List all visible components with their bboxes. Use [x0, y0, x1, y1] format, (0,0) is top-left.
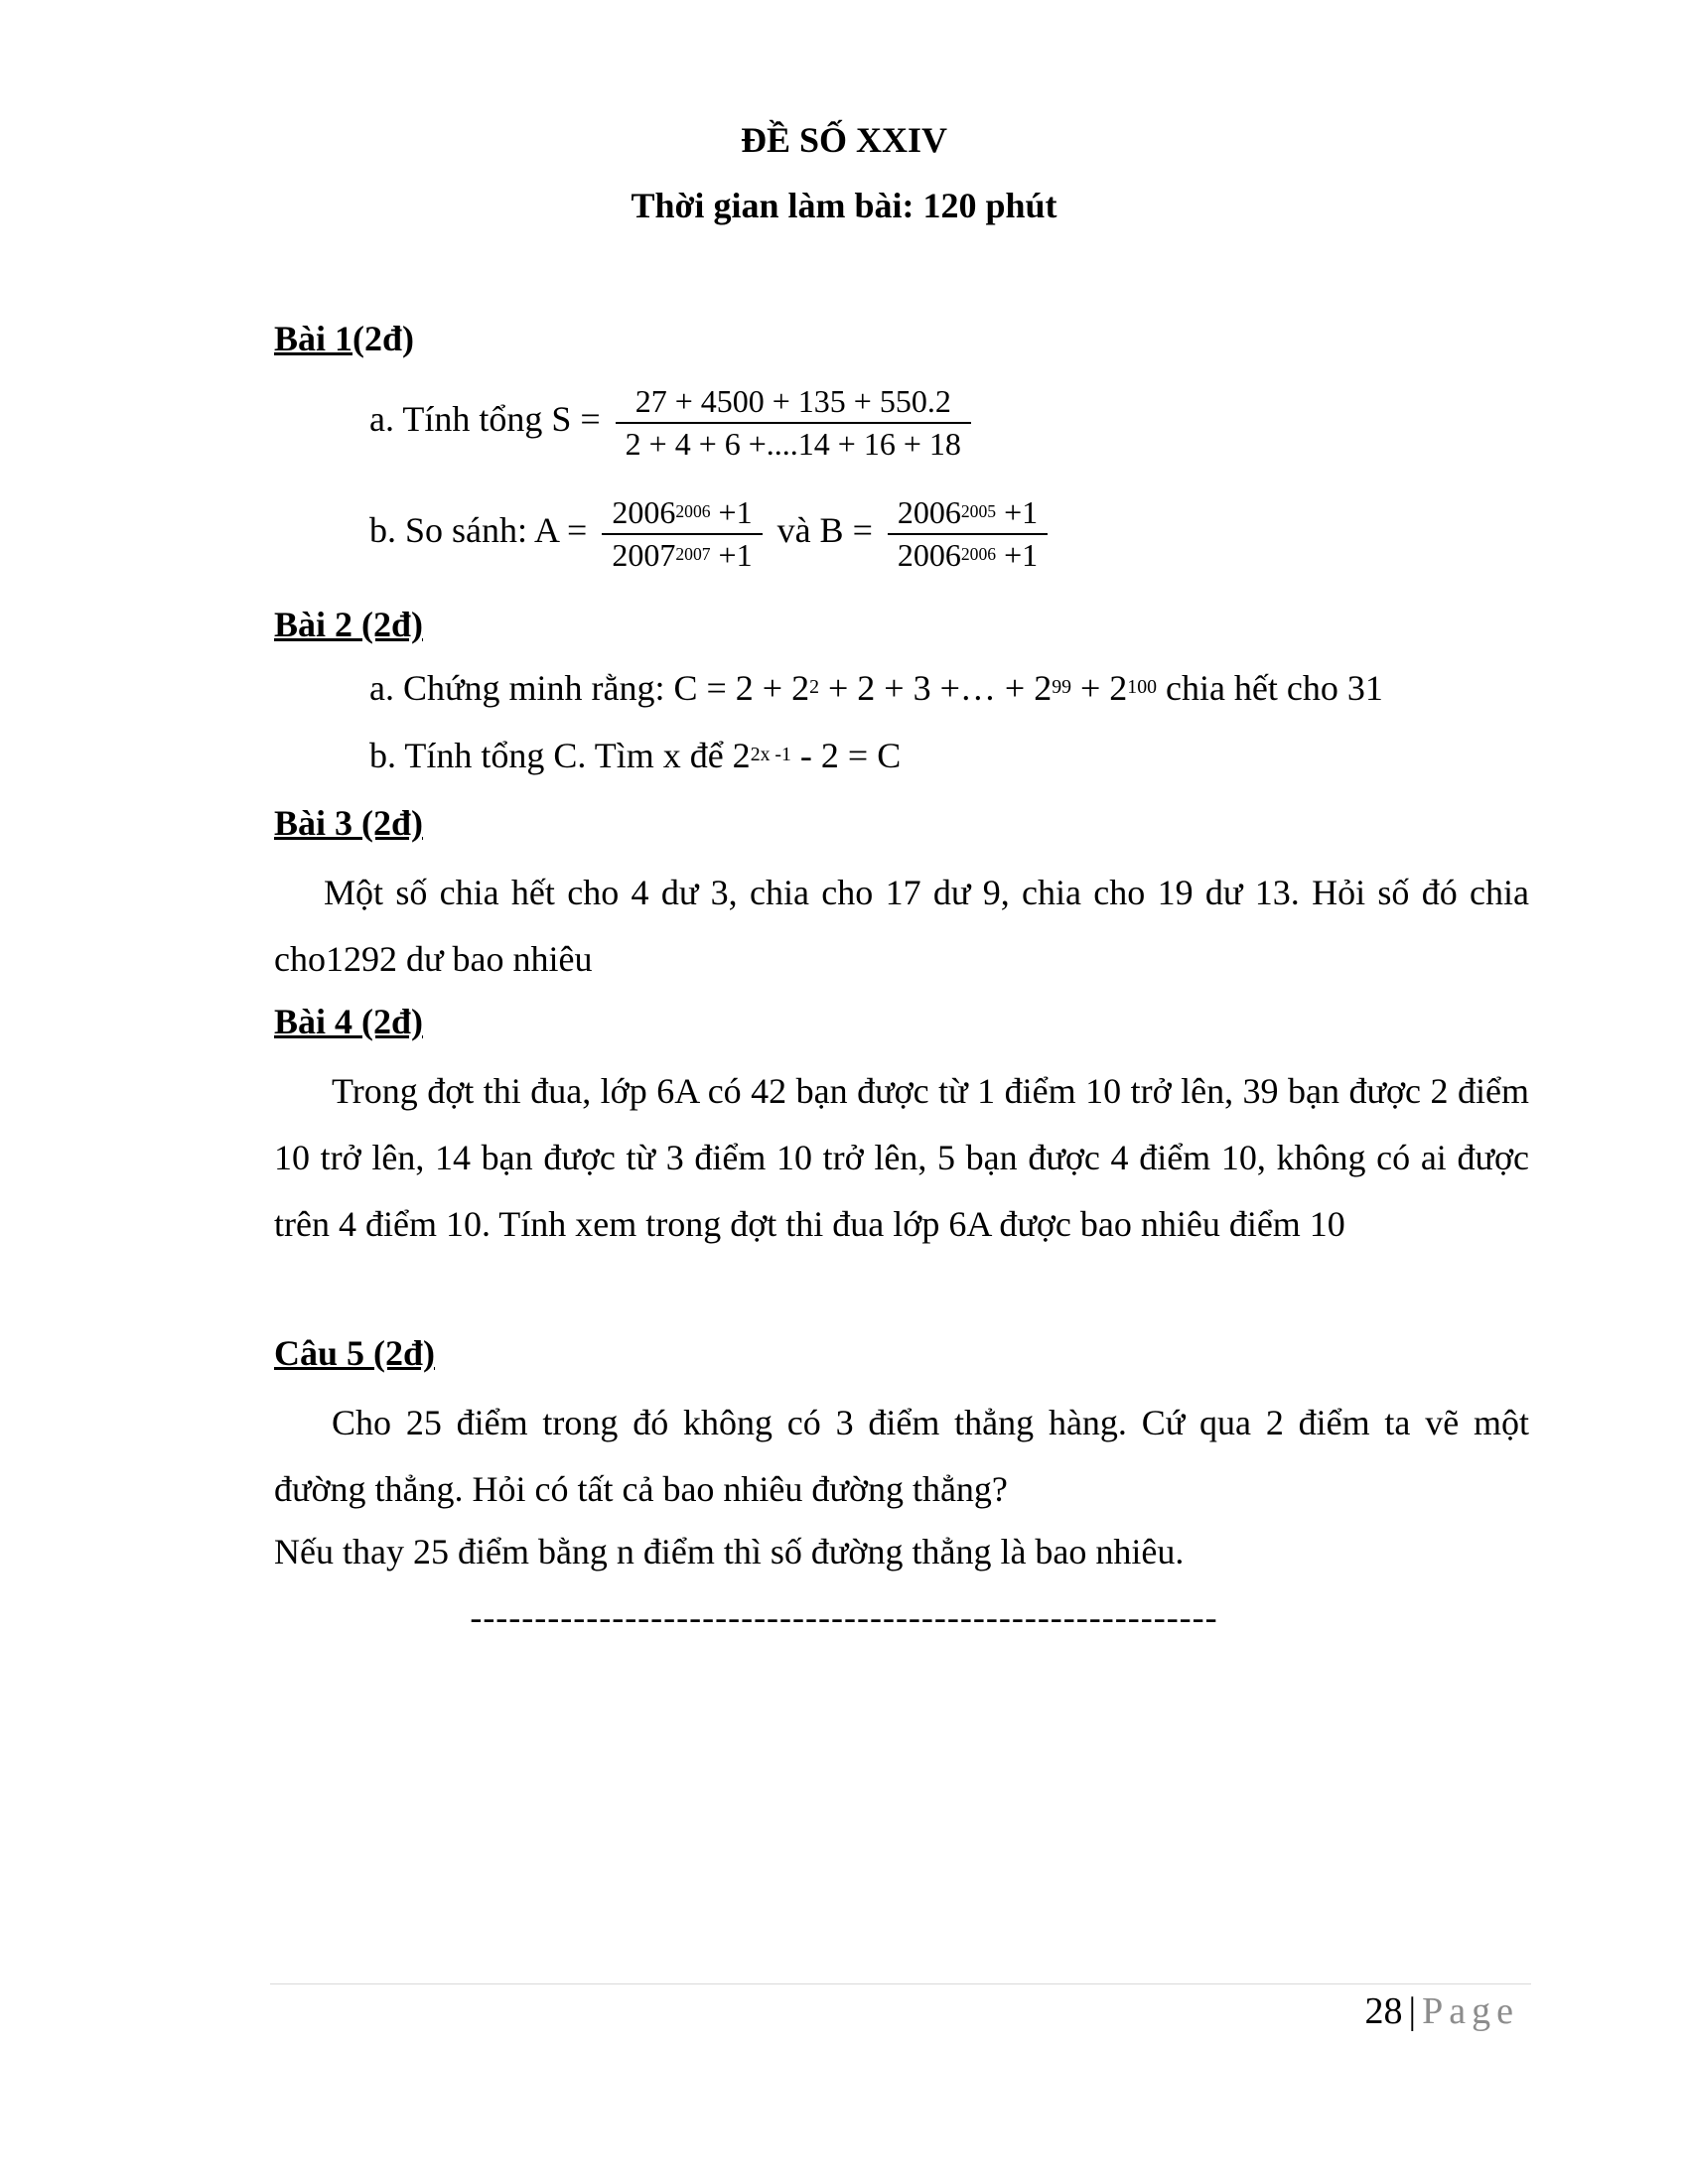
fraction-a-denominator	[602, 535, 762, 576]
footer-rule	[270, 1983, 1531, 1984]
b-num-exponent: 2005	[960, 500, 997, 521]
b-den-tail: +1	[996, 536, 1039, 573]
sum-fraction-denominator: 2 + 4 + 6 +....14 + 16 + 18	[625, 425, 961, 462]
fraction-b-numerator	[888, 492, 1048, 535]
a-num-base: 2006	[612, 494, 676, 530]
bai2-a-exp-2: 99	[1052, 676, 1071, 699]
bai3-heading: Bài 3 (2đ)	[274, 803, 424, 843]
a-den-tail: +1	[710, 536, 753, 573]
bai2-a-text-3: + 2	[1070, 668, 1128, 708]
bai1-b-label: b. So sánh: A =	[369, 510, 588, 551]
bai2-a-text-4: chia hết cho 31	[1156, 668, 1383, 708]
a-den-exponent: 2007	[675, 543, 711, 564]
b-den-base: 2006	[897, 536, 961, 573]
exam-title: ĐỀ SỐ XXIV	[740, 120, 948, 160]
bai2-b-text-1: b. Tính tổng C. Tìm x để 2	[369, 736, 751, 775]
fraction-a-numerator	[602, 492, 762, 535]
a-num-exponent: 2006	[675, 500, 711, 521]
b-num-base: 2006	[897, 494, 961, 530]
bai1-heading	[274, 318, 414, 360]
bai1-points: (2đ)	[352, 319, 415, 358]
fraction-b	[888, 492, 1048, 576]
a-num-tail: +1	[710, 494, 753, 530]
bai2-heading: Bài 2 (2đ)	[274, 605, 424, 644]
exam-duration: Thời gian làm bài: 120 phút	[631, 186, 1057, 225]
fraction-a	[602, 492, 762, 576]
bai1-heading-label: Bài 1	[274, 319, 353, 358]
bai1-part-a	[369, 381, 977, 465]
sum-fraction	[616, 381, 971, 465]
sum-fraction-numerator: 27 + 4500 + 135 + 550.2	[616, 381, 971, 424]
bai3-body: Một số chia hết cho 4 dư 3, chia cho 17 dư 9, chia cho 19 dư 13. Hỏi số đó chia cho1292 dư bao nhiêu	[274, 873, 1529, 979]
bai2-a-text-1: a. Chứng minh rằng: C = 2 + 2	[369, 668, 810, 708]
page-separator: |	[1408, 1990, 1417, 2032]
a-den-base: 2007	[612, 536, 676, 573]
b-num-tail: +1	[996, 494, 1039, 530]
page-word: Page	[1422, 1990, 1519, 2032]
bai1-a-label: a. Tính tổng S =	[369, 399, 601, 440]
bai2-a-exp-3: 100	[1127, 676, 1157, 699]
page-footer	[1365, 1989, 1519, 2033]
cau5-body-2: Nếu thay 25 điểm bằng n điểm thì số đường thẳng là bao nhiêu.	[274, 1532, 1185, 1571]
bai2-a-text-2: + 2 + 3 +… + 2	[818, 668, 1053, 708]
section-divider: ----------------------------------------------------------	[470, 1597, 1218, 1637]
and-b-label: và B =	[776, 510, 873, 551]
page-number: 28	[1364, 1990, 1403, 2032]
bai2-part-b	[369, 735, 901, 777]
b-den-exponent: 2006	[960, 543, 997, 564]
bai4-heading: Bài 4 (2đ)	[274, 1002, 424, 1041]
cau5-body: Cho 25 điểm trong đó không có 3 điểm thẳng hàng. Cứ qua 2 điểm ta vẽ một đường thẳng. Hỏi có tất cả bao nhiêu đường thẳng?	[274, 1403, 1529, 1509]
fraction-b-denominator	[888, 535, 1048, 576]
bai2-b-text-2: - 2 = C	[790, 736, 902, 775]
bai2-part-a	[369, 667, 1383, 710]
bai1-part-b	[369, 492, 1054, 576]
bai2-b-exp: 2x -1	[750, 744, 791, 766]
cau5-heading: Câu 5 (2đ)	[274, 1333, 436, 1373]
bai4-body: Trong đợt thi đua, lớp 6A có 42 bạn được từ 1 điểm 10 trở lên, 39 bạn được 2 điểm 10 trở lên, 14 bạn được từ 3 điểm 10 trở lên, 5 bạn được 4 điểm 10, không có ai được trên 4 điểm 10. Tính xem trong đợt thi đua lớp 6A được bao nhiêu điểm 10	[274, 1071, 1529, 1244]
bai2-a-exp-1: 2	[809, 676, 819, 699]
